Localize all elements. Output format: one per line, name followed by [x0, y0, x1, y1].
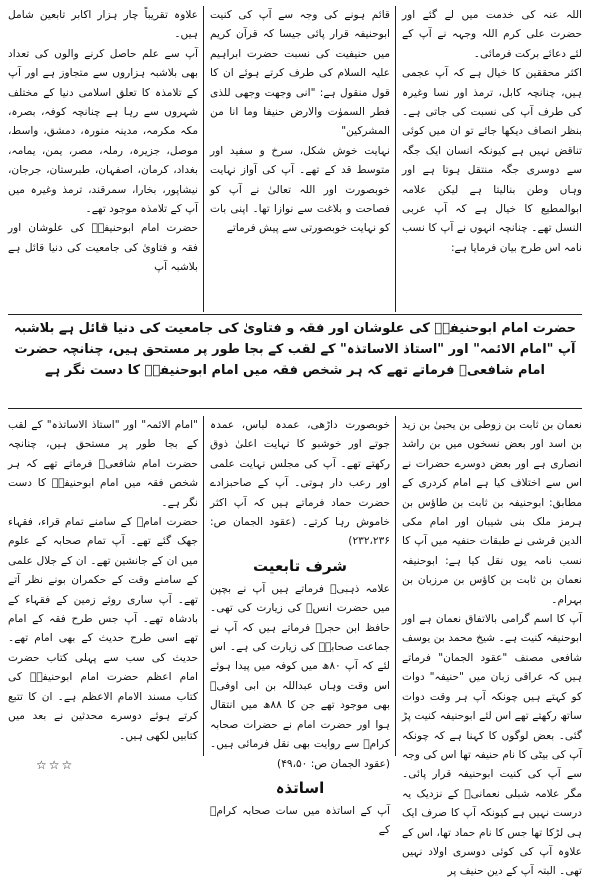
paragraph: قائم ہونے کی وجہ سے آپ کی کنیت ابوحنیفہ قرار پائی جیسا کہ قرآن کریم میں حنیفیت کی نسبت حضرت ابراہیم علیہ السلام کی طرف کرتے ہوئے ان کا قول منقول ہے: "انی وجھت وجھی للذی فطر السموٰت والارض حنیفا وما انا من المشرکین" — [210, 9, 390, 138]
paragraph: علاوہ تقریباً چار ہزار اکابر تابعین شامل ہیں۔ — [8, 9, 198, 41]
paragraph: آپ سے علم حاصل کرنے والوں کی تعداد بھی بلاشبہ ہزاروں سے متجاوز ہے اور آپ کے تلامذہ کا تعلق اسلامی دنیا کے مختلف شہروں سے رہا ہے چنانچہ کوفہ، بصرہ، مکہ مکرمہ، مدینہ منورہ، دمشق، واسط، موصل، جزیرہ، رملہ، مصر، یمن، یمامہ، بغداد، کرمان، اصفہان، طبرستان، جرجان، نیشاپور، بخارا، سمرقند، ترمذ وغیرہ میں آپ کے تلامذہ موجود تھے۔ — [8, 47, 198, 216]
paragraph: آپ کے اساتذہ میں سات صحابہ کرامؓ کے — [210, 804, 390, 837]
paragraph: نعمان بن ثابت بن زوطی بن یحییٰ بن زید بن اسد اور بعض نسخوں میں بن راشد انصاری ہے اور بعض دوسرے حضرات نے اس سے اختلاف کیا ہے امام کردری کے مطابق: ابوحنیفہ بن ثابت بن طاؤس بن ہرمز ملک بنی شیبان اور امام مکی الدین قرشی نے طبقات حنفیہ میں آپ کا نسب نامہ یوں نقل کیا ہے: ابوحنیفہ نعمان بن ثابت بن کاؤس بن مرزبان بن بہرام۔ — [402, 419, 582, 606]
column-bottom-middle — [210, 416, 390, 837]
column-divider — [203, 416, 204, 756]
paragraph: حضرت امام ابوحنیفہؒ کی علوشان اور فقہ و فتاویٰ کی جامعیت کی دنیا قائل ہے بلاشبہ آپ — [8, 222, 198, 274]
column-top-middle — [210, 6, 390, 312]
paragraph: حضرت امامؒ کے سامنے تمام قراء، فقہاء جھک گئے تھے۔ آپ تمام صحابہ کے علوم میں ان کے جانشین تھے۔ ان کے جلال علمی کے سامنے وقت کے حکمران بونے نظر آتے تھے۔ آپ ساری روئے زمین کے فقہاء کے بادشاہ تھے۔ آپ جس طرح فقہ کے امام تھے اسی طرح حدیث کے بھی امام تھے۔ حدیث کی سب سے پہلی کتاب حضرت امام اعظم حضرت امام ابوحنیفہؒ کی کتاب مسند الامام الاعظم ہے۔ ان کا تتبع کرتے ہوئے دوسرے محدثین نے بعد میں کتابیں لکھی ہیں۔ — [8, 516, 198, 742]
paragraph: آپ کا اسم گرامی بالاتفاق نعمان ہے اور ابوحنیفہ کنیت ہے۔ شیخ محمد بن یوسف شافعی مصنف "عقود الجمان" فرماتے ہیں کہ عراقی زبان میں "حنیفہ" دوات کو کہتے ہیں چونکہ آپ ہر وقت دوات ساتھ رکھتے تھے اس لئے ابوحنیفہ کنیت پڑ گئی۔ بعض لوگوں کا کہنا ہے کہ چونکہ آپ کی بیٹی کا نام حنیفہ تھا اس کی وجہ سے آپ کی کنیت ابوحنیفہ قرار پائی۔ مگر علامہ شبلی نعمانیؒ کے نزدیک یہ درست نہیں ہے کیونکہ آپ کا صرف ایک ہی لڑکا تھا جس کا نام حماد تھا، اس کے علاوہ آپ کی کوئی دوسری اولاد نہیں تھی۔ البتہ آپ کے دین حنیف پر — [402, 613, 582, 878]
paragraph: علامہ ذہبیؒ فرماتے ہیں آپ نے بچپن میں حضرت انسؓ کی زیارت کی تھی۔ حافظ ابن حجرؒ فرماتے ہیں کہ آپ نے جماعت صحابہؓ کی زیارت کی ہے۔ اس لئے کہ آپ ۸۰ھ میں کوفہ میں پیدا ہوئے اس وقت وہاں عبداللہ بن ابی اوفیؓ بھی موجود تھے جن کا ۸۸ھ میں انتقال ہوا اور حضرت امام نے حضرات صحابہ کرامؓ سے روایت بھی نقل فرمائی ہیں۔ (عقود الجمان ص: ۴۹،۵۰) — [210, 582, 390, 770]
paragraph: خوبصورت داڑھی، عمدہ لباس، عمدہ جوتے اور خوشبو کا نہایت اعلیٰ ذوق رکھتے تھے۔ آپ کی مجلس نہایت علمی اور رعب دار ہوتی۔ آپ کے صاحبزادے حضرت حماد فرماتے ہیں کہ آپ اکثر خاموش رہا کرتے۔ (عقود الجمان ص: ۲۳۲،۲۳۶) — [210, 419, 390, 548]
paragraph: اکثر محققین کا خیال ہے کہ آپ عجمی ہیں، چنانچہ کابل، ترمذ اور نسا وغیرہ کی طرف آپ کی نسبت کی جاتی ہے۔ بنظر انصاف دیکھا جائے تو ان میں کوئی تناقض نہیں ہے کیونکہ انسان ایک جگہ سے دوسری جگہ منتقل ہوتا ہے اور وہاں وطن بنالیتا ہے لیکن علامہ ابوالمطیع کا خیال ہے کہ آپ عربی النسل تھے۔ چنانچہ انہوں نے آپ کا نسب نامہ اس طرح بیان فرمایا ہے: — [402, 67, 582, 254]
column-divider — [395, 416, 396, 756]
column-divider — [395, 6, 396, 312]
paragraph: نہایت خوش شکل، سرخ و سفید اور متوسط قد کے تھے۔ آپ کی آواز نہایت خوبصورت اور اللہ تعالیٰ نے آپ کو فصاحت و بلاغت سے نوازا تھا۔ اپنی بات کو نہایت خوبصورتی سے پیش فرماتے — [210, 144, 390, 235]
pull-quote-bottom-rule — [8, 408, 582, 409]
section-heading-tabiyat: شرف تابعیت — [252, 556, 348, 575]
pull-quote-top-rule — [8, 314, 582, 315]
column-divider — [203, 6, 204, 312]
paragraph: "امام الائمہ" اور "استاذ الاساتذہ" کے لقب کے بجا طور پر مستحق ہیں، چنانچہ حضرت امام شافعیؒ فرماتے تھے کہ ہر شخص فقہ میں امام ابوحنیفہؒ کا دست نگر ہے۔ — [8, 419, 198, 509]
column-bottom-right — [402, 416, 582, 878]
end-stars: ☆☆☆ — [36, 758, 75, 772]
column-top-left — [8, 6, 198, 312]
paragraph: اللہ عنہ کی خدمت میں لے گئے اور حضرت علی کرم اللہ وجہہ نے آپ کے لئے دعائے برکت فرمائی۔ — [402, 9, 582, 60]
section-heading-asatiza: اساتذہ — [275, 778, 325, 797]
column-bottom-left — [8, 416, 198, 756]
pull-quote: حضرت امام ابوحنیفہؒ کی علوشان اور فقہ و فتاویٰ کی جامعیت کی دنیا قائل ہے بلاشبہ آپ "امام الائمہ" اور "استاذ الاساتذہ" کے لقب کے بجا طور پر مستحق ہیں، چنانچہ حضرت امام شافعیؒ فرماتے تھے کہ ہر شخص فقہ میں امام ابوحنیفہؒ کا دست نگر ہے — [13, 321, 577, 378]
column-top-right — [402, 6, 582, 312]
